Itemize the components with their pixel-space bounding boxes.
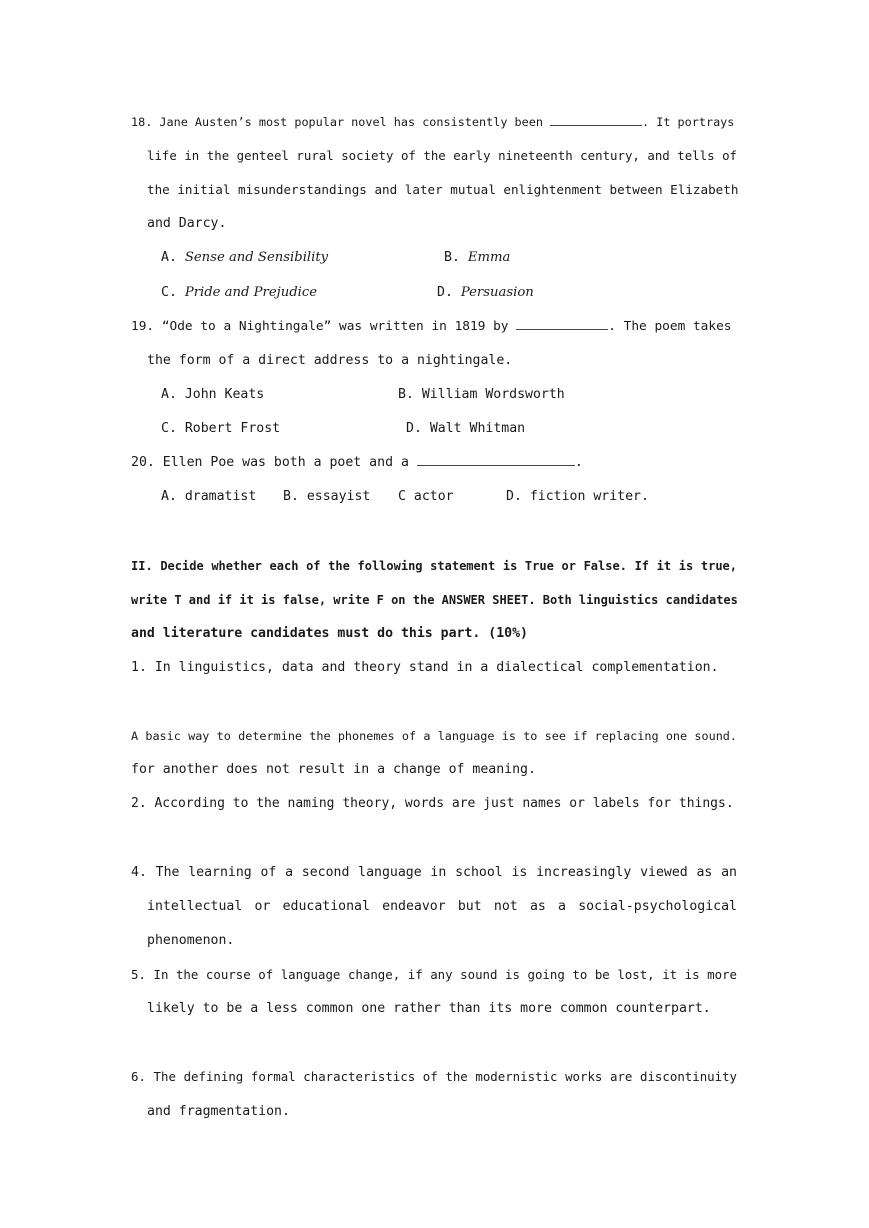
tf-item-6-line-2: and fragmentation. [147,1104,290,1119]
q19-line-1 [131,317,737,337]
tf-item-5-line-1: 5. In the course of language change, if any sound is going to be lost, it is more [131,967,737,982]
q18-stem-end: . It portrays [642,115,735,129]
tf-paragraph-line-2: for another does not result in a change of meaning. [131,762,536,777]
q19-blank [516,317,608,330]
section-2-instructions-line-2: write T and if it is false, write F on the ANSWER SHEET. Both linguistics candidates [131,593,738,607]
q19-line-2: the form of a direct address to a nightingale. [147,353,513,368]
q20-stem: 20. Ellen Poe was both a poet and a [131,455,417,470]
q20-stem-end: . [574,455,583,470]
q18-line-2: life in the genteel rural society of the early nineteenth century, and tells of [147,148,737,163]
tf-item-4-line-2: intellectual or educational endeavor but not as a social-psychological [147,899,737,914]
tf-item-4-line-1: 4. The learning of a second language in school is increasingly viewed as an [131,865,737,880]
q20-option-d: D. fiction writer. [506,489,649,504]
tf-item-6-line-1: 6. The defining formal characteristics of the modernistic works are discontinuity [131,1069,737,1084]
tf-item-1: 1. In linguistics, data and theory stand in a dialectical complementation. [131,660,719,675]
q19-option-d: D. Walt Whitman [406,421,526,436]
q18-stem: 18. Jane Austen’s most popular novel has consistently been [131,115,551,129]
q20-line-1 [131,453,737,473]
section-2-instructions-line-1: II. Decide whether each of the following statement is True or False. If it is true, [131,559,737,573]
q18-blank [550,113,642,126]
q20-option-b: B. essayist [283,489,371,504]
q18-line-1 [131,112,737,132]
q19-stem: 19. “Ode to a Nightingale” was written in 1819 by [131,319,517,334]
q18-option-d: D. Persuasion [437,285,534,300]
q20-option-c: C actor [398,489,454,504]
tf-item-4-line-3: phenomenon. [147,933,235,948]
q20-blank [417,453,575,466]
q19-option-b: B. William Wordsworth [398,387,565,402]
q20-option-a: A. dramatist [161,489,257,504]
q18-option-c: C. Pride and Prejudice [161,285,318,300]
q18-line-3: the initial misunderstandings and later mutual enlightenment between Elizabeth [147,182,739,197]
q18-line-4: and Darcy. [147,216,227,231]
tf-item-5-line-2: likely to be a less common one rather than its more common counterpart. [147,1001,711,1016]
q18-option-b: B. Emma [444,250,511,265]
tf-paragraph-line-1: A basic way to determine the phonemes of a language is to see if replacing one sound. [131,729,737,743]
q19-option-c: C. Robert Frost [161,421,281,436]
q19-stem-end: . The poem takes [608,319,732,334]
q18-option-a: A. Sense and Sensibility [161,250,329,265]
section-2-instructions-line-3: and literature candidates must do this part. (10%) [131,626,528,641]
tf-item-2: 2. According to the naming theory, words are just names or labels for things. [131,796,734,811]
q19-option-a: A. John Keats [161,387,265,402]
